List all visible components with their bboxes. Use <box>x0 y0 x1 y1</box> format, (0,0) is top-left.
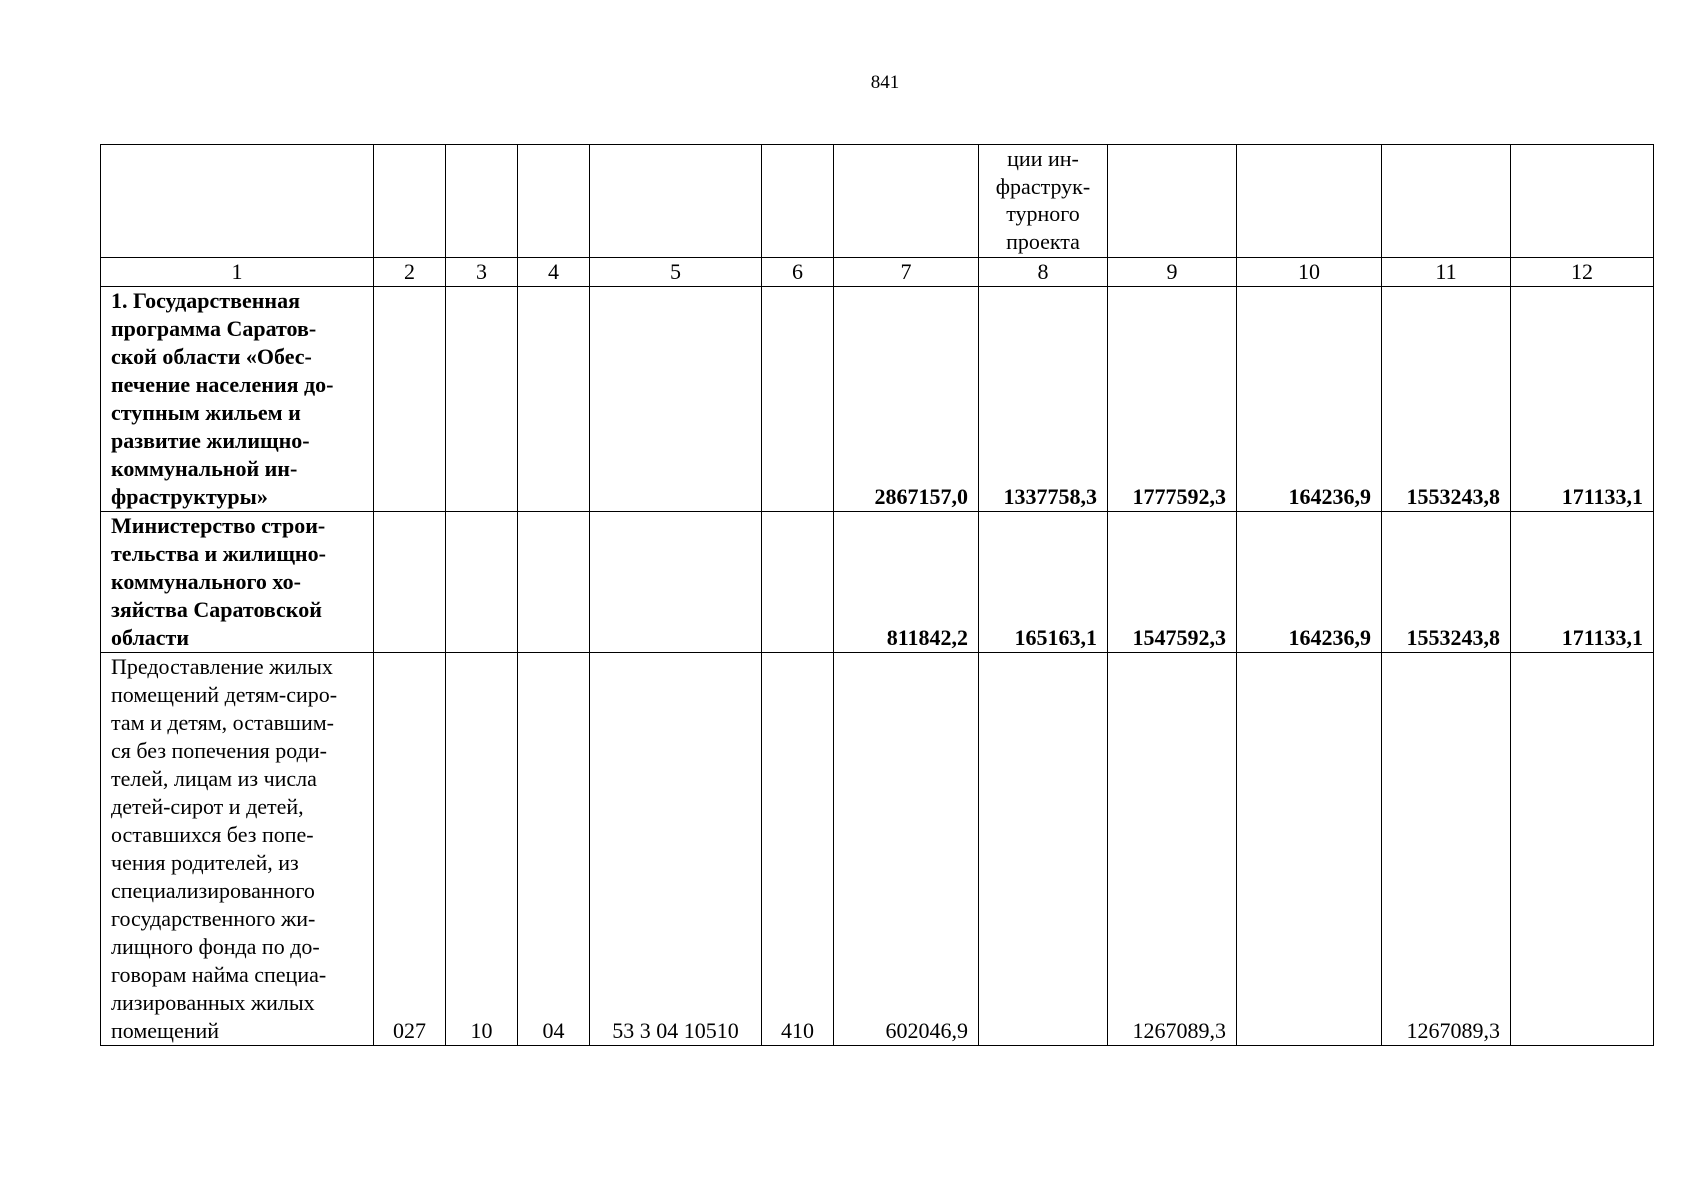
cell-col7: 811842,2 <box>834 512 979 653</box>
column-number: 4 <box>518 258 590 287</box>
name-line: чения родителей, из <box>111 850 299 875</box>
column-number: 11 <box>1382 258 1511 287</box>
header-line: ции ин- <box>1007 146 1079 171</box>
cell-col6 <box>762 512 834 653</box>
column-number: 12 <box>1511 258 1654 287</box>
column-number-row <box>101 258 1654 287</box>
name-line: говорам найма специа- <box>111 962 327 987</box>
name-line: области <box>111 625 190 650</box>
name-line: фраструктуры» <box>111 484 268 509</box>
cell-col2: 027 <box>374 653 446 1046</box>
cell-col9: 1267089,3 <box>1108 653 1237 1046</box>
header-cell-11 <box>1382 145 1511 258</box>
header-cell-2 <box>374 145 446 258</box>
cell-col11: 1267089,3 <box>1382 653 1511 1046</box>
header-cell-10 <box>1237 145 1382 258</box>
cell-col5: 53 3 04 10510 <box>590 653 762 1046</box>
cell-col4: 04 <box>518 653 590 1046</box>
name-line: развитие жилищно- <box>111 428 310 453</box>
table-row-expenditure <box>101 653 1654 1046</box>
name-line: там и детям, оставшим- <box>111 710 334 735</box>
name-line: программа Саратов- <box>111 316 317 341</box>
column-number: 7 <box>834 258 979 287</box>
column-number: 6 <box>762 258 834 287</box>
column-number: 9 <box>1108 258 1237 287</box>
column-number: 2 <box>374 258 446 287</box>
name-line: оставшихся без попе- <box>111 822 314 847</box>
cell-col3 <box>446 512 518 653</box>
cell-col10 <box>1237 653 1382 1046</box>
row-name <box>101 512 374 653</box>
cell-col3: 10 <box>446 653 518 1046</box>
cell-col3 <box>446 287 518 512</box>
cell-col4 <box>518 512 590 653</box>
name-line: печение населения до- <box>111 372 334 397</box>
cell-col12 <box>1511 653 1654 1046</box>
table-row-ministry <box>101 512 1654 653</box>
name-line: лизированных жилых <box>111 990 315 1015</box>
name-line: Предоставление жилых <box>111 654 333 679</box>
name-line: ступным жильем и <box>111 400 301 425</box>
row-name <box>101 287 374 512</box>
header-cell-6 <box>762 145 834 258</box>
name-line: ся без попечения роди- <box>111 738 327 763</box>
cell-col7: 2867157,0 <box>834 287 979 512</box>
name-line: лищного фонда по до- <box>111 934 320 959</box>
header-cell-1 <box>101 145 374 258</box>
header-cell-5 <box>590 145 762 258</box>
header-cell-12 <box>1511 145 1654 258</box>
table-row-program <box>101 287 1654 512</box>
cell-col12: 171133,1 <box>1511 287 1654 512</box>
cell-col9: 1547592,3 <box>1108 512 1237 653</box>
name-line: ской области «Обес- <box>111 344 312 369</box>
name-line: телей, лицам из числа <box>111 766 317 791</box>
header-continuation-row <box>101 145 1654 258</box>
column-number: 1 <box>101 258 374 287</box>
cell-col12: 171133,1 <box>1511 512 1654 653</box>
cell-col9: 1777592,3 <box>1108 287 1237 512</box>
cell-col8: 165163,1 <box>979 512 1108 653</box>
cell-col11: 1553243,8 <box>1382 287 1511 512</box>
header-line: турного <box>1006 201 1080 226</box>
name-line: коммунальной ин- <box>111 456 298 481</box>
name-line: тельства и жилищно- <box>111 541 326 566</box>
cell-col2 <box>374 287 446 512</box>
cell-col5 <box>590 512 762 653</box>
name-line: государственного жи- <box>111 906 316 931</box>
name-line: специализированного <box>111 878 315 903</box>
column-number: 10 <box>1237 258 1382 287</box>
header-line: проекта <box>1006 228 1080 254</box>
name-line: помещений <box>111 1018 220 1043</box>
header-cell-7 <box>834 145 979 258</box>
page-number: 841 <box>870 72 900 93</box>
column-number: 5 <box>590 258 762 287</box>
budget-table <box>100 144 1654 1046</box>
cell-col2 <box>374 512 446 653</box>
cell-col6 <box>762 287 834 512</box>
header-cell-4 <box>518 145 590 258</box>
cell-col8 <box>979 653 1108 1046</box>
cell-col10: 164236,9 <box>1237 512 1382 653</box>
column-number: 8 <box>979 258 1108 287</box>
name-line: зяйства Саратовской <box>111 597 322 622</box>
name-line: 1. Государственная <box>111 288 300 313</box>
cell-col5 <box>590 287 762 512</box>
header-cell-3 <box>446 145 518 258</box>
name-line: детей-сирот и детей, <box>111 794 304 819</box>
cell-col11: 1553243,8 <box>1382 512 1511 653</box>
cell-col8: 1337758,3 <box>979 287 1108 512</box>
header-line: фраструк- <box>995 173 1091 199</box>
header-cell-8 <box>979 145 1108 258</box>
cell-col6: 410 <box>762 653 834 1046</box>
cell-col10: 164236,9 <box>1237 287 1382 512</box>
column-number: 3 <box>446 258 518 287</box>
header-cell-9 <box>1108 145 1237 258</box>
name-line: коммунального хо- <box>111 569 301 594</box>
cell-col7: 602046,9 <box>834 653 979 1046</box>
cell-col4 <box>518 287 590 512</box>
name-line: Министерство строи- <box>111 513 326 538</box>
row-name <box>101 653 374 1046</box>
name-line: помещений детям-сиро- <box>111 682 338 707</box>
